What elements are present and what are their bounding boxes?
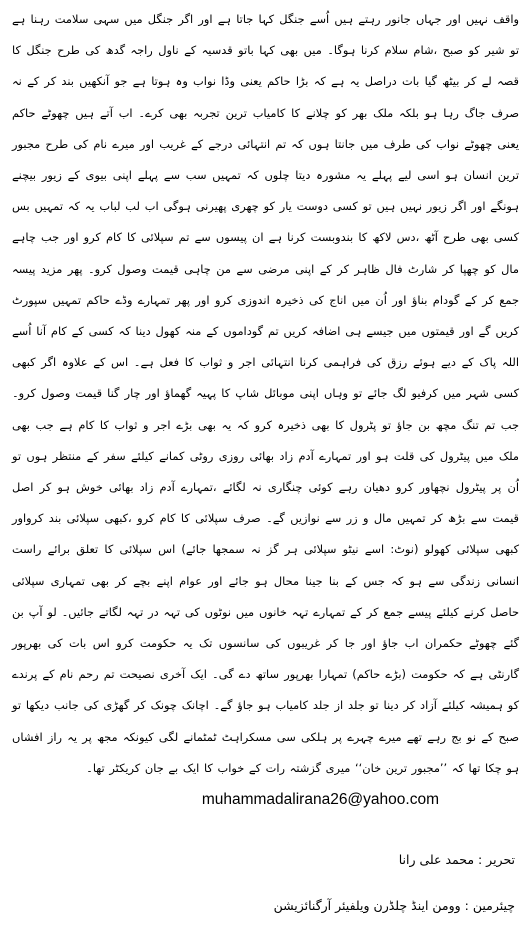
email-line (12, 784, 519, 814)
author-organization: چیئرمین : وومن اینڈ چلڈرن ویلفیئر آرگنائزیشن (273, 898, 515, 913)
author-byline: تحریر : محمد علی رانا (398, 852, 515, 867)
article-body: واقف نہیں اور جہاں جانور رہتے ہیں اُسے جنگل کہا جاتا ہے اور اگر جنگل میں سہی سلامت رہنا ہے تو شیر کو صبح ،شام سلام کرنا ہوگا۔ میں بھی کہا باتو قدسیہ کے ناول راجہ گدھ کی طرح جنگل کا قصہ لے کر بیٹھ گیا بات دراصل یہ ہے کہ بڑا حاکم یعنی وڈا نواب وہ ہوتا ہے جو آنکھیں بند کر کے نہ صرف جاگ رہا ہو بلکہ ملک بھر کو چلانے کا کامیاب ترین تجربہ بھی کرے۔ اب آتے ہیں چھوٹے حاکم یعنی چھوٹے نواب کی طرف میں جانتا ہوں کہ تم انتہائی درجے کے غریب اور میرے نام کی طرح مجبور ترین انسان ہو اسی لیے پہلے یہ مشورہ دیتا چلوں کہ تمہیں سب سے پہلے اپنی بیوی کے زیور بیچنے ہونگے اور اگر زیور نہیں ہیں تو کسی دوست یار کو چھری پھیرنی ہوگی اب لب لباب یہ کہ تمہیں بس کسی بھی طرح آٹھ ،دس لاکھ کا بندوبست کرنا ہے ان پیسوں سے تم سپلائی کا کام کرو اور جب چاہے مال کو چھپا کر شارٹ فال ظاہر کر کے اپنی مرضی سے من چاہی قیمت وصول کرو۔ پھر مزید پیسہ جمع کر کے گودام بناؤ اور اُن میں اناج کی ذخیرہ اندوزی کرو اور پھر تمہارے وڈے حاکم تمہیں سپورٹ کریں گے اور قیمتوں میں جیسے ہی اضافہ کریں تم گوداموں کے منہ کھول دینا کہ کسی کے کام آنا اُسے اللہ پاک کے دیے ہوئے رزق کی فراہمی کرنا انتہائی اجر و ثواب کا فعل ہے۔ اس کے علاوہ اگر کبھی کسی شہر میں کرفیو لگ جائے تو وہاں اپنی موبائل شاپ کا پہیہ گھماؤ اور چار گنا قیمت وصول کرو۔ جب تم تنگ مچھ بن جاؤ تو پٹرول کا بھی ذخیرہ کرو کہ یہ بھی بڑے اجر و ثواب کا کام ہے جب بھی ملک میں پیٹرول کی قلت ہو اور تمہارے آدم زاد بھائی روزی روٹی کمانے کیلئے سفر کے منتظر ہوں تو اُن پر پیٹرول نچھاور کرو دھیان رہے کوئی چنگاری نہ لگائے ،تمہارے آدم زاد بھائی خوش ہو کر اصل قیمت سے بڑھ کر تمہیں مال و زر سے نوازیں گے۔ صرف سپلائی کا کام کرو ،کبھی سپلائی بند کرواور کبھی سپلائی کھولو (نوٹ: اسے نیٹو سپلائی ہر گز نہ سمجھا جائے) اس سپلائی کا تعلق برائے راست انسانی زندگی سے ہو کہ جس کے بنا جینا محال ہو جائے اور عوام اپنے بچے کر بھی تمہاری سپلائی حاصل کرنے کیلئے پیسے جمع کر کے تمہارے تہہ خانوں میں نوٹوں کی تہہ در تہہ لگاتے جائیں۔ لو آپ بن گئے چھوٹے حکمران اب جاؤ اور جا کر غریبوں کی سانسوں تک یہ حکومت کرو اس بات کی بھرپور گارنٹی ہے کہ حکومت (بڑے حاکم) تمہارا بھرپور ساتھ دے گی۔ ایک آخری نصیحت تم رحم نام کے پرندے کو ہمیشہ کیلئے آزاد کر دینا تو جلد از جلد کامیاب ہو جاؤ گے۔ اچانک چونک کر گھڑی کی جانب دیکھا تو صبح کے نو بج رہے تھے میرے چہرے پر ہلکی سی مسکراہٹ ٹمٹمانے لگی کیونکہ مجھ پر یہ راز افشاں ہو چکا تھا کہ ’’مجبور ترین خان‘‘ میری گزشتہ رات کے خواب کا ایک بے جان کریکٹر تھا۔ (12, 12, 519, 775)
author-email[interactable]: muhammadalirana26@yahoo.com (201, 791, 439, 809)
